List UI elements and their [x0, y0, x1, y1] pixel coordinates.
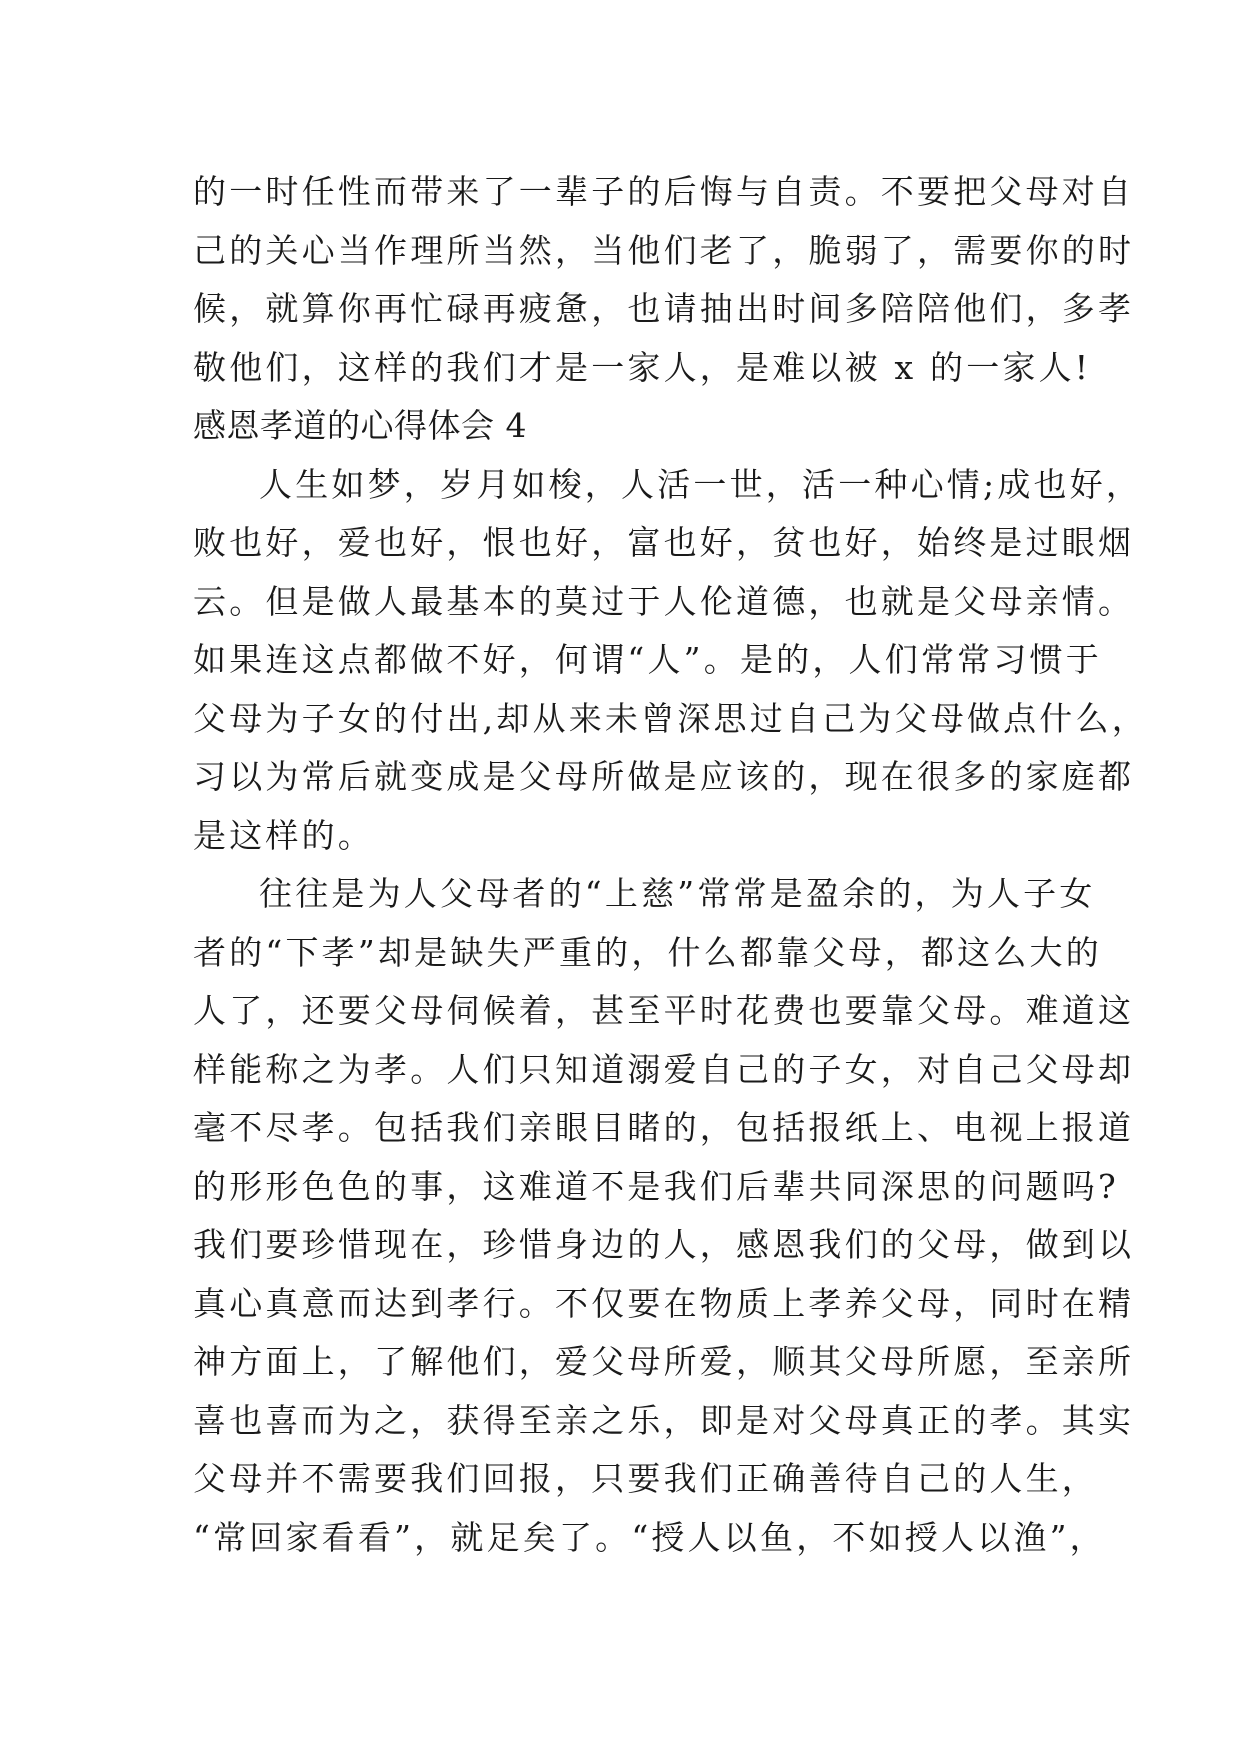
- text-line: 父母为子女的付出,却从来未曾深思过自己为父母做点什么，: [193, 698, 1148, 738]
- text-line: 喜也喜而为之，获得至亲之乐，即是对父母真正的孝。其实: [193, 1400, 1135, 1440]
- text-line: 真心真意而达到孝行。不仅要在物质上孝养父母，同时在精: [193, 1283, 1135, 1323]
- text-line: 父母并不需要我们回报，只要我们正确善待自己的人生，: [193, 1459, 1098, 1498]
- text-line: 的形形色色的事，这难道不是我们后辈共同深思的问题吗?: [193, 1166, 1119, 1206]
- text-line: 敬他们，这样的我们才是一家人，是难以被 x 的一家人!: [193, 347, 1092, 387]
- text-line: 习以为常后就变成是父母所做是应该的，现在很多的家庭都: [193, 757, 1135, 796]
- text-line: 毫不尽孝。包括我们亲眼目睹的，包括报纸上、电视上报道: [193, 1108, 1135, 1147]
- text-line: 云。但是做人最基本的莫过于人伦道德，也就是父母亲情。: [193, 581, 1135, 621]
- text-line: 候，就算你再忙碌再疲惫，也请抽出时间多陪陪他们，多孝: [193, 289, 1135, 328]
- text-line: 我们要珍惜现在，珍惜身边的人，感恩我们的父母，做到以: [193, 1225, 1135, 1264]
- document-body: [193, 163, 1148, 1567]
- text-line: 人生如梦，岁月如梭，人活一世，活一种心情;成也好，: [259, 464, 1143, 504]
- text-line: 样能称之为孝。人们只知道溺爱自己的子女，对自己父母却: [193, 1049, 1135, 1089]
- text-line: 的一时任性而带来了一辈子的后悔与自责。不要把父母对自: [193, 172, 1135, 211]
- text-line: 神方面上，了解他们，爱父母所爱，顺其父母所愿，至亲所: [193, 1342, 1135, 1381]
- text-line: 如果连这点都做不好，何谓“人”。是的，人们常常习惯于: [193, 640, 1102, 679]
- section-heading: 感恩孝道的心得体会 4: [193, 406, 527, 445]
- continuation-paragraph: [193, 163, 1135, 397]
- text-line: 是这样的。: [193, 815, 374, 855]
- text-line: 己的关心当作理所当然，当他们老了，脆弱了，需要你的时: [193, 230, 1135, 270]
- text-line: 者的“下孝”却是缺失严重的，什么都靠父母，都这么大的: [193, 932, 1102, 972]
- text-line: 败也好，爱也好，恨也好，富也好，贫也好，始终是过眼烟: [193, 523, 1135, 562]
- text-line: 往往是为人父母者的“上慈”常常是盈余的，为人子女: [259, 874, 1096, 913]
- paragraph-1: [193, 456, 1148, 866]
- text-line: 人了，还要父母伺候着，甚至平时花费也要靠父母。难道这: [193, 991, 1135, 1030]
- text-line: “常回家看看”，就足矣了。“授人以鱼，不如授人以渔”，: [193, 1517, 1106, 1557]
- paragraph-2: [193, 865, 1135, 1567]
